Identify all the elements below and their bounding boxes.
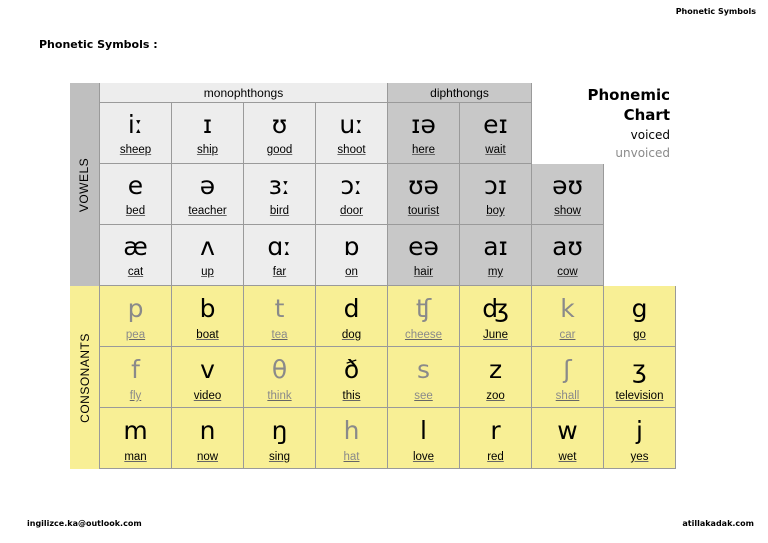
example-word: tourist	[407, 205, 440, 217]
consonant-cell	[604, 347, 676, 408]
diphthong-cell	[460, 164, 532, 225]
phoneme-symbol: ʊə	[408, 171, 439, 200]
consonant-cell	[172, 286, 244, 347]
consonant-cell	[532, 408, 604, 469]
phoneme-symbol: n	[199, 416, 216, 445]
diphthong-cell	[532, 225, 604, 286]
monophthong-cell	[316, 225, 388, 286]
phoneme-symbol: k	[560, 294, 575, 323]
consonant-cell	[172, 408, 244, 469]
consonant-cell	[460, 286, 532, 347]
phoneme-symbol: d	[343, 294, 360, 323]
consonant-cell	[388, 347, 460, 408]
phoneme-symbol: ŋ	[271, 416, 288, 445]
consonants-label: CONSONANTS	[77, 332, 92, 423]
example-word: video	[193, 390, 222, 402]
example-word: ship	[196, 144, 219, 156]
consonant-cell	[460, 408, 532, 469]
consonant-cell	[100, 347, 172, 408]
phoneme-symbol: b	[199, 294, 216, 323]
monophthong-cell	[244, 103, 316, 164]
consonant-cell	[316, 286, 388, 347]
example-word: man	[124, 451, 147, 463]
example-word: wait	[485, 144, 506, 156]
consonant-cell	[244, 408, 316, 469]
diphthongs-header: diphthongs	[388, 83, 532, 103]
example-word: bird	[269, 205, 290, 217]
phoneme-symbol: p	[127, 294, 144, 323]
phoneme-symbol: ɔː	[340, 171, 363, 200]
consonants-side-label	[70, 286, 100, 469]
example-word: love	[412, 451, 435, 463]
phoneme-symbol: t	[274, 294, 285, 323]
monophthong-cell	[244, 164, 316, 225]
phoneme-symbol: ɪ	[202, 110, 213, 139]
consonant-cell	[460, 347, 532, 408]
example-word: cheese	[404, 329, 443, 341]
consonant-cell	[244, 347, 316, 408]
phoneme-symbol: ɪə	[411, 110, 436, 139]
example-word: June	[483, 329, 508, 341]
monophthong-cell	[316, 164, 388, 225]
monophthong-cell	[316, 103, 388, 164]
phoneme-symbol: r	[490, 416, 501, 445]
phoneme-symbol: ʤ	[482, 294, 509, 323]
phonemic-chart	[70, 83, 676, 469]
example-word: red	[487, 451, 504, 463]
phoneme-symbol: j	[636, 416, 643, 445]
phoneme-symbol: ð	[343, 355, 360, 384]
example-word: cat	[127, 266, 144, 278]
monophthong-cell	[172, 164, 244, 225]
example-word: hair	[413, 266, 434, 278]
phoneme-symbol: æ	[123, 232, 148, 261]
example-word: good	[266, 144, 293, 156]
example-word: my	[487, 266, 504, 278]
phoneme-symbol: aʊ	[552, 232, 583, 261]
example-word: think	[267, 390, 292, 402]
example-word: zoo	[486, 390, 505, 402]
example-word: tea	[271, 329, 288, 341]
phoneme-symbol: w	[557, 416, 578, 445]
example-word: shall	[555, 390, 580, 402]
phoneme-symbol: ʃ	[563, 355, 572, 384]
chart-legend	[532, 83, 676, 163]
phoneme-symbol: eə	[408, 232, 439, 261]
consonant-cell	[172, 347, 244, 408]
diphthong-cell	[532, 164, 604, 225]
example-word: boy	[486, 205, 505, 217]
consonant-cell	[604, 286, 676, 347]
monophthong-cell	[100, 225, 172, 286]
consonant-cell	[244, 286, 316, 347]
diphthong-cell	[460, 225, 532, 286]
example-word: bed	[125, 205, 146, 217]
example-word: up	[201, 266, 214, 278]
legend-unvoiced: unvoiced	[615, 146, 670, 160]
diphthong-cell	[388, 164, 460, 225]
phoneme-symbol: z	[488, 355, 503, 384]
consonant-cell	[316, 347, 388, 408]
phoneme-symbol: ʊ	[271, 110, 288, 139]
example-word: sheep	[119, 144, 152, 156]
example-word: yes	[630, 451, 649, 463]
example-word: dog	[341, 329, 362, 341]
consonant-cell	[100, 408, 172, 469]
example-word: teacher	[188, 205, 227, 217]
legend-title-line1: Phonemic	[587, 86, 670, 104]
consonant-cell	[388, 408, 460, 469]
example-word: here	[411, 144, 436, 156]
page-title: Phonetic Symbols :	[39, 38, 158, 51]
phoneme-symbol: ɔɪ	[483, 171, 508, 200]
phoneme-symbol: θ	[271, 355, 288, 384]
example-word: pea	[125, 329, 146, 341]
phoneme-symbol: ɜː	[268, 171, 291, 200]
phoneme-symbol: m	[123, 416, 148, 445]
phoneme-symbol: eɪ	[483, 110, 508, 139]
consonant-cell	[532, 286, 604, 347]
monophthong-cell	[100, 164, 172, 225]
header-right-title: Phonetic Symbols	[675, 7, 756, 16]
phoneme-symbol: s	[416, 355, 431, 384]
monophthong-cell	[244, 225, 316, 286]
monophthong-cell	[172, 103, 244, 164]
phoneme-symbol: ʧ	[415, 294, 432, 323]
consonant-cell	[532, 347, 604, 408]
example-word: television	[615, 390, 664, 402]
phoneme-symbol: ɑː	[267, 232, 292, 261]
footer-email: ingilizce.ka@outlook.com	[27, 519, 142, 528]
phoneme-symbol: e	[127, 171, 144, 200]
example-word: far	[272, 266, 287, 278]
example-word: shoot	[337, 144, 366, 156]
diphthong-cell	[388, 103, 460, 164]
example-word: hat	[343, 451, 360, 463]
phoneme-symbol: g	[631, 294, 648, 323]
phoneme-symbol: iː	[127, 110, 144, 139]
consonant-cell	[316, 408, 388, 469]
consonant-cell	[100, 286, 172, 347]
legend-title-line2: Chart	[623, 106, 670, 124]
example-word: this	[342, 390, 361, 402]
diphthong-cell	[460, 103, 532, 164]
diphthong-cell	[388, 225, 460, 286]
phoneme-symbol: ʌ	[200, 232, 215, 261]
example-word: see	[414, 390, 433, 402]
example-word: sing	[268, 451, 291, 463]
legend-voiced: voiced	[630, 128, 670, 142]
example-word: car	[559, 329, 576, 341]
monophthong-cell	[100, 103, 172, 164]
phoneme-symbol: aɪ	[483, 232, 508, 261]
monophthong-cell	[172, 225, 244, 286]
phoneme-symbol: ɒ	[343, 232, 360, 261]
phoneme-symbol: uː	[339, 110, 364, 139]
phoneme-symbol: ə	[199, 171, 216, 200]
consonant-cell	[388, 286, 460, 347]
example-word: wet	[558, 451, 577, 463]
example-word: boat	[196, 329, 219, 341]
phoneme-symbol: f	[131, 355, 140, 384]
example-word: show	[554, 205, 581, 217]
example-word: now	[196, 451, 219, 463]
example-word: fly	[129, 390, 142, 402]
consonant-cell	[604, 408, 676, 469]
phoneme-symbol: v	[200, 355, 215, 384]
phoneme-symbol: h	[343, 416, 360, 445]
example-word: door	[339, 205, 364, 217]
example-word: cow	[557, 266, 578, 278]
phoneme-symbol: əʊ	[552, 171, 583, 200]
vowels-side-label	[70, 83, 100, 286]
example-word: on	[345, 266, 358, 278]
example-word: go	[633, 329, 646, 341]
footer-website: atillakadak.com	[682, 519, 754, 528]
monophthongs-header: monophthongs	[100, 83, 388, 103]
phoneme-symbol: l	[420, 416, 427, 445]
vowels-label: VOWELS	[77, 157, 92, 212]
phoneme-symbol: ʒ	[632, 355, 647, 384]
